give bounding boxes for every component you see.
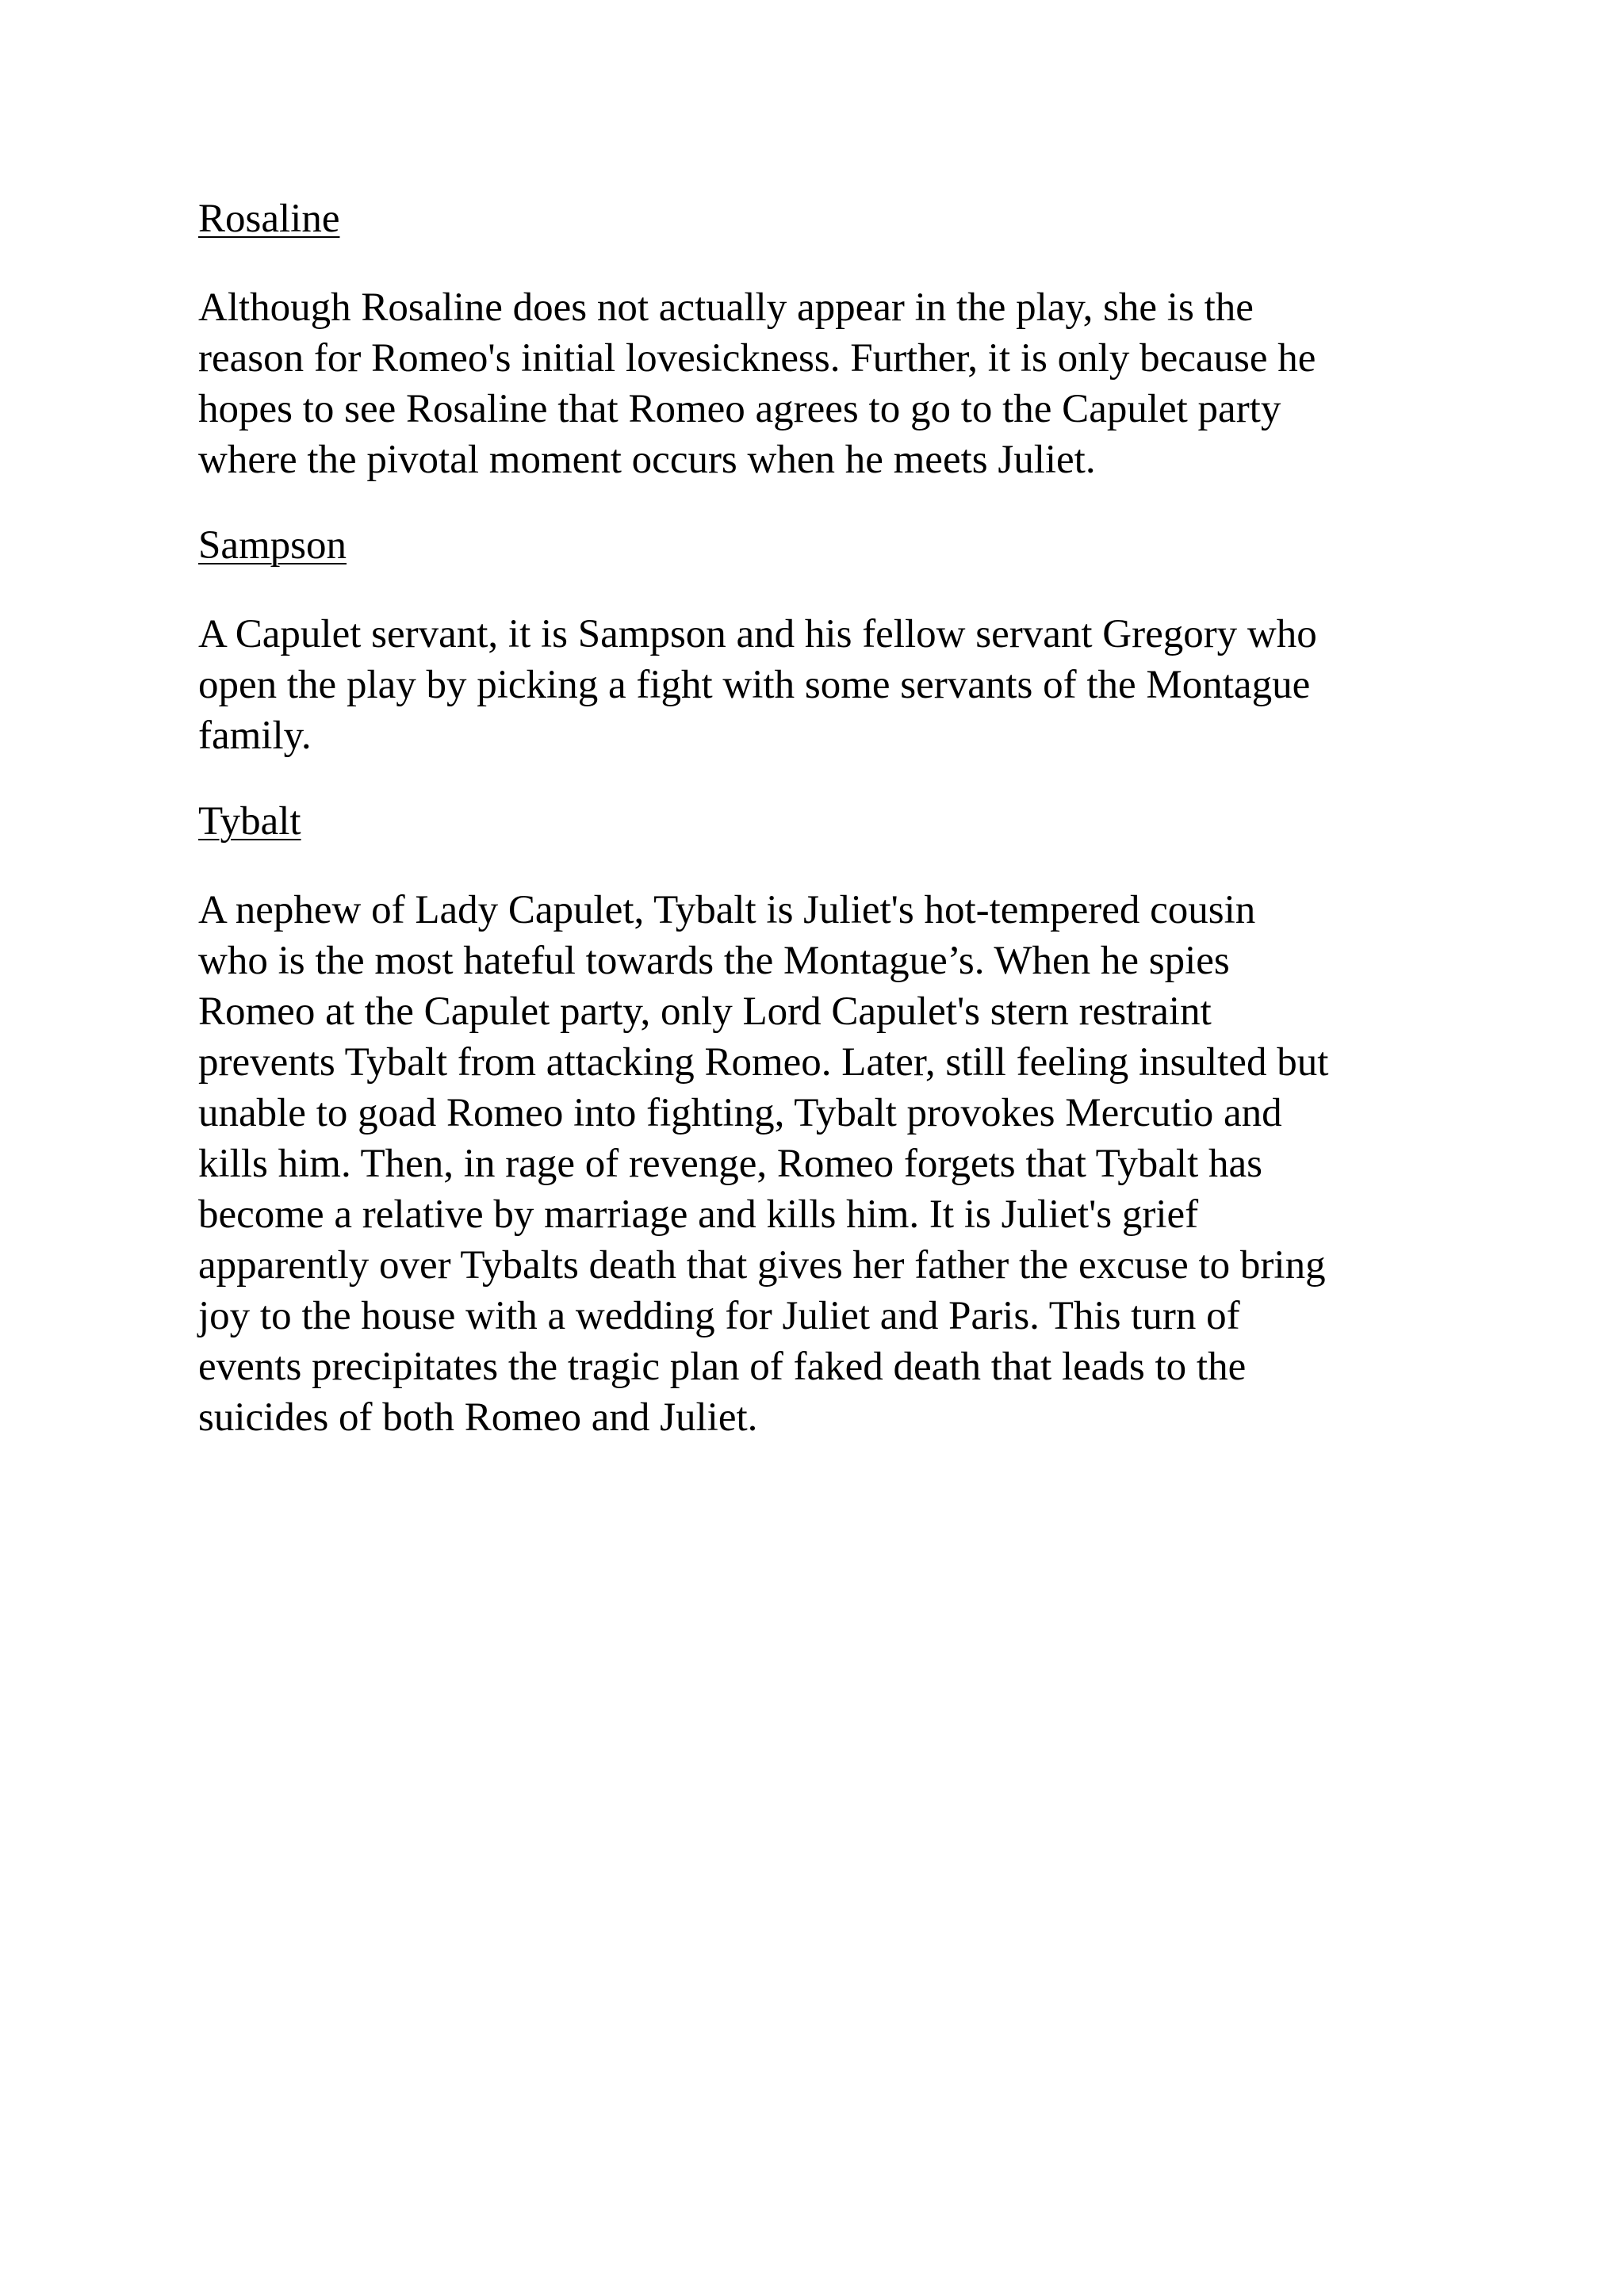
document-body bbox=[198, 193, 1451, 1443]
paragraph-line: become a relative by marriage and kills him. It is Juliet's grief bbox=[198, 1192, 1199, 1237]
section-tybalt bbox=[198, 796, 1451, 1443]
section-heading: Tybalt bbox=[198, 799, 301, 844]
section-paragraph bbox=[198, 609, 1451, 761]
paragraph-line: events precipitates the tragic plan of faked death that leads to the bbox=[198, 1345, 1247, 1389]
paragraph-line: open the play by picking a fight with some servants of the Montague bbox=[198, 663, 1311, 707]
paragraph-line: family. bbox=[198, 714, 312, 758]
section-sampson bbox=[198, 520, 1451, 796]
paragraph-line: A Capulet servant, it is Sampson and his fellow servant Gregory who bbox=[198, 612, 1317, 656]
paragraph-line: hopes to see Rosaline that Romeo agrees to go to the Capulet party bbox=[198, 387, 1281, 431]
paragraph-line: Although Rosaline does not actually appear in the play, she is the bbox=[198, 285, 1254, 330]
paragraph-line: apparently over Tybalts death that gives her father the excuse to bring bbox=[198, 1243, 1326, 1288]
paragraph-line: Romeo at the Capulet party, only Lord Capulet's stern restraint bbox=[198, 989, 1212, 1034]
paragraph-line: A nephew of Lady Capulet, Tybalt is Juliet's hot-tempered cousin bbox=[198, 888, 1256, 932]
section-heading: Rosaline bbox=[198, 197, 340, 241]
paragraph-line: where the pivotal moment occurs when he meets Juliet. bbox=[198, 438, 1096, 482]
section-paragraph bbox=[198, 885, 1451, 1443]
section-paragraph bbox=[198, 282, 1451, 485]
section-rosaline bbox=[198, 193, 1451, 520]
paragraph-line: who is the most hateful towards the Montague’s. When he spies bbox=[198, 939, 1230, 983]
paragraph-line: prevents Tybalt from attacking Romeo. Later, still feeling insulted but bbox=[198, 1040, 1329, 1085]
paragraph-line: kills him. Then, in rage of revenge, Romeo forgets that Tybalt has bbox=[198, 1142, 1262, 1186]
paragraph-line: unable to goad Romeo into fighting, Tybalt provokes Mercutio and bbox=[198, 1091, 1282, 1135]
section-heading: Sampson bbox=[198, 523, 347, 568]
paragraph-line: joy to the house with a wedding for Juliet and Paris. This turn of bbox=[198, 1294, 1240, 1338]
paragraph-line: suicides of both Romeo and Juliet. bbox=[198, 1395, 758, 1440]
paragraph-line: reason for Romeo's initial lovesickness. Further, it is only because he bbox=[198, 336, 1316, 381]
